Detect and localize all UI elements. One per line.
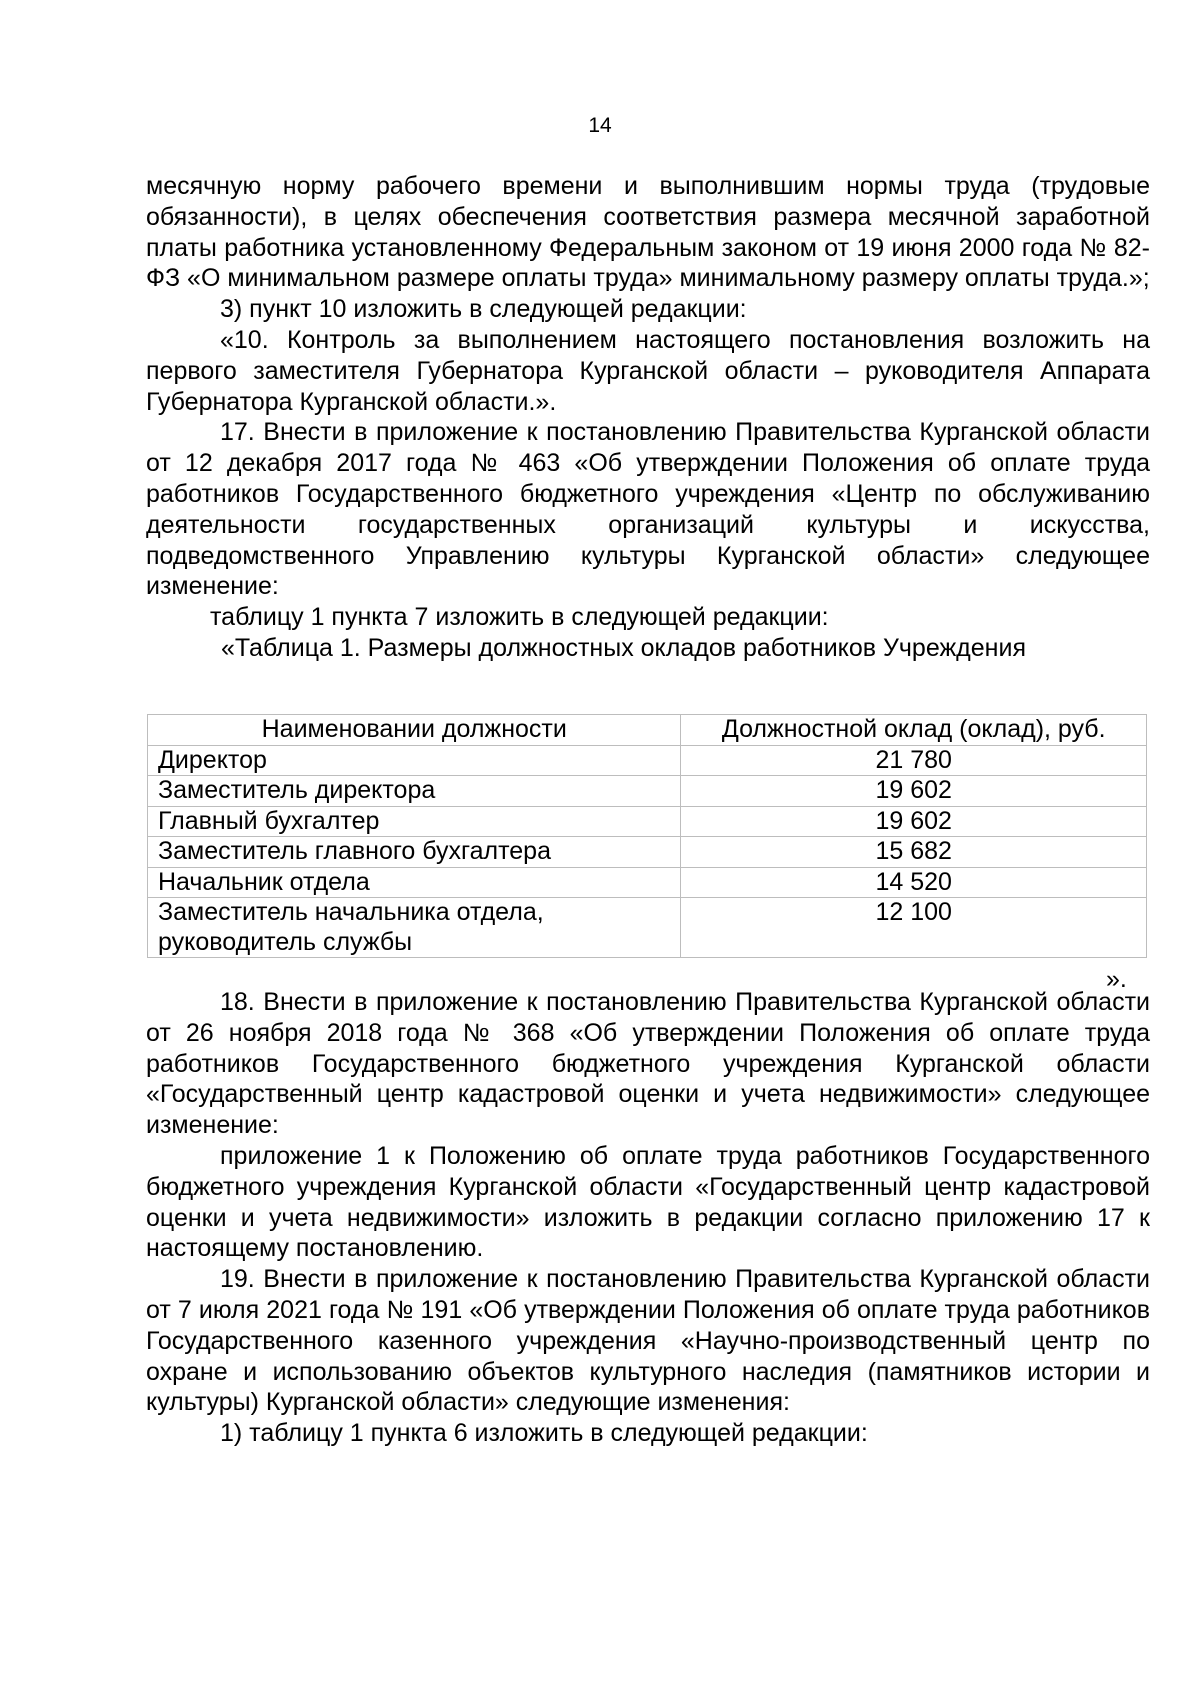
- table-cell-position: Заместитель главного бухгалтера: [148, 837, 681, 868]
- table-cell-salary: 12 100: [681, 898, 1147, 958]
- table-row: [148, 898, 1147, 958]
- paragraph-item-3: 3) пункт 10 изложить в следующей редакции:: [220, 295, 747, 324]
- section-bottom: [146, 987, 1150, 1449]
- table-row: [148, 806, 1147, 837]
- table-cell-salary: 19 602: [681, 806, 1147, 837]
- table-row: [148, 867, 1147, 898]
- table-cell-salary: 14 520: [681, 867, 1147, 898]
- table-cell-position: Заместитель директора: [148, 776, 681, 807]
- page-number: 14: [588, 114, 612, 137]
- table-row: [148, 776, 1147, 807]
- table-cell-salary: 21 780: [681, 745, 1147, 776]
- paragraph-item-18-sub: приложение 1 к Положению об оплате труда работников Государственного бюджетного учреждения Курганской области «Государственный центр кадастровой оценки и учета недвижимости» изложить в редакции согласно приложению 17 к настоящему постановлению.: [146, 1141, 1150, 1263]
- paragraph-item-17-sub: таблицу 1 пункта 7 изложить в следующей редакции:: [210, 603, 829, 632]
- paragraph-item-19: 19. Внести в приложение к постановлению Правительства Курганской области от 7 июля 2021 года № 191 «Об утверждении Положения об оплате труда работников Государственного казенного учреждения «Научно-производственный центр по охране и использованию объектов культурного наследия (памятников истории и культуры) Курганской области» следующие изменения:: [146, 1265, 1150, 1417]
- salary-table: [147, 714, 1147, 958]
- table-row: [148, 745, 1147, 776]
- table-header-salary: Должностной оклад (оклад), руб.: [681, 715, 1147, 746]
- paragraph-item-19-sub: 1) таблицу 1 пункта 6 изложить в следующей редакции:: [220, 1419, 868, 1448]
- table-cell-salary: 15 682: [681, 837, 1147, 868]
- table-cell-position: Директор: [148, 745, 681, 776]
- table-close-quote: ».: [1106, 965, 1127, 993]
- paragraph-item-18: 18. Внести в приложение к постановлению Правительства Курганской области от 26 ноября 2018 года № 368 «Об утверждении Положения об оплате труда работников Государственного бюджетного учреждения Курганской области «Государственный центр кадастровой оценки и учета недвижимости» следующее изменение:: [146, 988, 1150, 1140]
- section-top: [146, 171, 1150, 664]
- table-cell-position: Заместитель начальника отдела, руководитель службы: [148, 898, 681, 958]
- paragraph-item-3-text: «10. Контроль за выполнением настоящего постановления возложить на первого заместителя Губернатора Курганской области – руководителя Аппарата Губернатора Курганской области.».: [146, 325, 1150, 416]
- table-header-row: [148, 715, 1147, 746]
- table-cell-position: Главный бухгалтер: [148, 806, 681, 837]
- paragraph-continuation: месячную норму рабочего времени и выполнившим нормы труда (трудовые обязанности), в целях обеспечения соответствия размера месячной заработной платы работника установленному Федеральным законом от 19 июня 2000 года № 82-ФЗ «О минимальном размере оплаты труда» минимальному размеру оплаты труда.»;: [146, 172, 1150, 293]
- table-cell-position: Начальник отдела: [148, 867, 681, 898]
- table-row: [148, 837, 1147, 868]
- table-cell-salary: 19 602: [681, 776, 1147, 807]
- paragraph-item-17: 17. Внести в приложение к постановлению Правительства Курганской области от 12 декабря 2017 года № 463 «Об утверждении Положения об оплате труда работников Государственного бюджетного учреждения «Центр по обслуживанию деятельности государственных организаций культуры и искусства, подведомственного Управлению культуры Курганской области» следующее изменение:: [146, 418, 1150, 601]
- table-header-position: Наименовании должности: [148, 715, 681, 746]
- table-title: «Таблица 1. Размеры должностных окладов работников Учреждения: [221, 633, 1026, 662]
